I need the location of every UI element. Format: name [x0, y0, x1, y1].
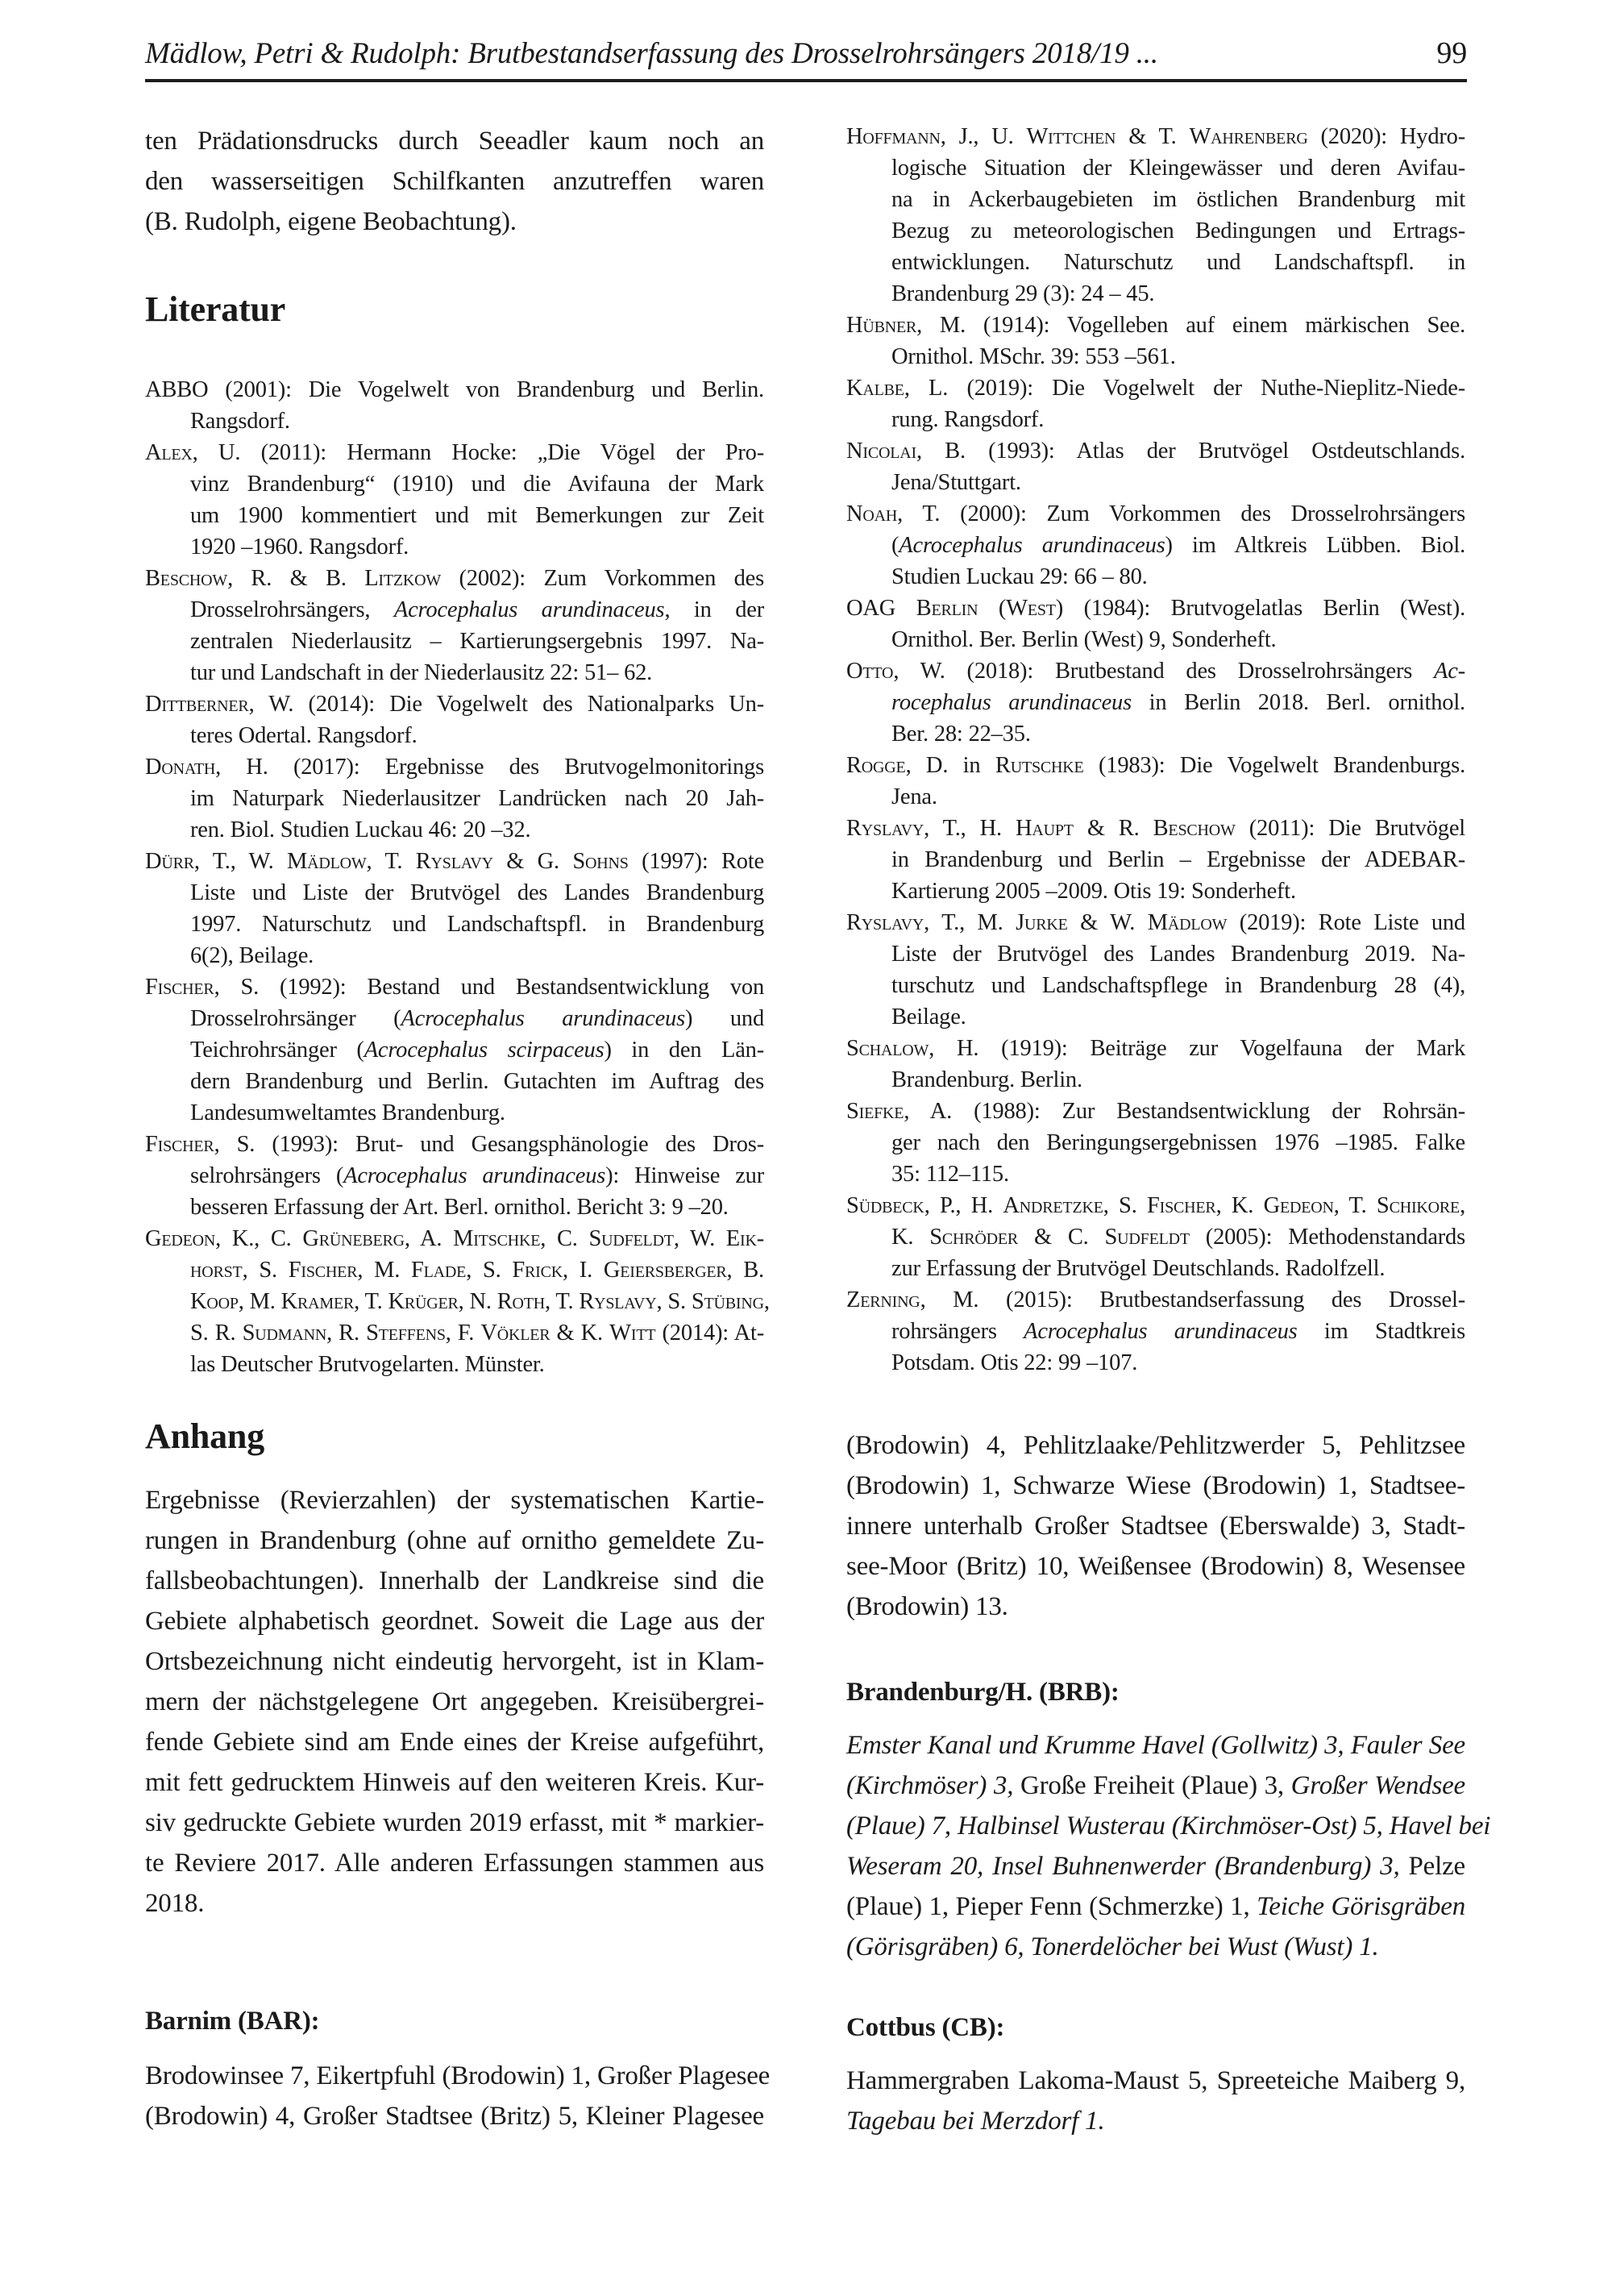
text-line: Otto, W. (2018): Brutbestand des Drosselrohrsängers Ac-: [846, 659, 1465, 684]
reference-entry: [846, 655, 1465, 750]
text-line: (Brodowin) 1, Schwarze Wiese (Brodowin) 1, Stadtsee-: [846, 1471, 1465, 1500]
text-line: Schalow, H. (1919): Beiträge zur Vogelfauna der Mark: [846, 1036, 1465, 1061]
author-smallcaps: Nicolai: [846, 439, 916, 464]
author-smallcaps: Andretzke: [1003, 1193, 1103, 1218]
author-smallcaps: Frick: [512, 1258, 563, 1283]
right-column: [846, 121, 1491, 2141]
reference-entry: [846, 1284, 1465, 1379]
text-line: Emster Kanal und Krumme Havel (Gollwitz) 3, Fauler See: [846, 1731, 1465, 1760]
reference-entry: [145, 846, 764, 971]
reference-entry: [145, 971, 764, 1129]
literatur-heading: Literatur: [145, 289, 286, 329]
text-line: Ber. 28: 22–35.: [891, 722, 1031, 747]
reference-entry: [145, 437, 764, 563]
author-smallcaps: Roth: [496, 1289, 546, 1314]
text-line: na in Ackerbaugebieten im östlichen Brandenburg mit: [891, 187, 1465, 212]
text-line: den wasserseitigen Schilfkanten anzutreffen waren: [145, 167, 764, 196]
author-smallcaps: Beschow: [145, 566, 228, 591]
text-line: Rangsdorf.: [190, 409, 290, 434]
reference-entry: [145, 688, 764, 751]
author-smallcaps: Schröder: [929, 1225, 1019, 1250]
text-line: Gebiete alphabetisch geordnet. Soweit die Lage aus der: [145, 1607, 764, 1636]
text-line: Koop, M. Kramer, T. Krüger, N. Roth, T. Ryslavy, S. Stübing,: [190, 1289, 770, 1314]
text-line: mern der nächstgelegene Ort angegeben. Kreisübergrei-: [145, 1687, 764, 1716]
author-smallcaps: Wittchen: [1026, 124, 1116, 149]
author-smallcaps: Otto: [846, 659, 894, 684]
barnim-heading: Barnim (BAR):: [145, 2007, 320, 2036]
author-smallcaps: Sudmann: [242, 1321, 327, 1346]
author-smallcaps: Gedeon: [1263, 1193, 1334, 1218]
cottbus-heading: Cottbus (CB):: [846, 2013, 1005, 2042]
text-line: (Plaue) 1, Pieper Fenn (Schmerzke) 1, Teiche Görisgräben: [846, 1892, 1465, 1921]
text-line: Tagebau bei Merzdorf 1.: [846, 2107, 1105, 2136]
author-smallcaps: Eik: [725, 1226, 757, 1251]
text-line: ABBO (2001): Die Vogelwelt von Brandenburg und Berlin.: [145, 377, 764, 402]
text-line: Kalbe, L. (2019): Die Vogelwelt der Nuthe-Nieplitz-Niede-: [846, 376, 1465, 401]
text-line: logische Situation der Kleingewässer und deren Avifau-: [891, 156, 1465, 181]
reference-entry: [145, 751, 764, 846]
author-smallcaps: Schalow: [846, 1036, 929, 1061]
reference-entry: [145, 1129, 764, 1223]
page-number: 99: [1436, 36, 1467, 70]
text-line: Bezug zu meteorologischen Bedingungen und Ertrags-: [891, 218, 1465, 243]
brandenburg-heading: Brandenburg/H. (BRB):: [846, 1678, 1120, 1707]
author-smallcaps: Hoffmann: [846, 124, 941, 149]
text-line: Jena/Stuttgart.: [891, 470, 1021, 495]
reference-entry: [145, 1223, 770, 1380]
author-smallcaps: Fischer: [288, 1258, 358, 1283]
text-line: Siefke, A. (1988): Zur Bestandsentwicklung der Rohrsän-: [846, 1099, 1465, 1124]
text-line: teres Odertal. Rangsdorf.: [190, 723, 418, 748]
author-smallcaps: Mädlow: [1147, 910, 1228, 935]
text-line: rungen in Brandenburg (ohne auf ornitho gemeldete Zu-: [145, 1526, 764, 1555]
text-line: Brandenburg 29 (3): 24 – 45.: [891, 281, 1155, 306]
text-line: 6(2), Beilage.: [190, 943, 314, 968]
author-smallcaps: West: [1006, 596, 1056, 621]
text-line: (Acrocephalus arundinaceus) im Altkreis Lübben. Biol.: [891, 533, 1465, 558]
reference-entry: [846, 907, 1465, 1033]
author-smallcaps: Litzkow: [364, 566, 442, 591]
text-line: zentralen Niederlausitz – Kartierungsergebnis 1997. Na-: [190, 629, 764, 654]
page-header: [145, 0, 1467, 71]
author-smallcaps: Südbeck: [846, 1193, 924, 1218]
text-line: Hammergraben Lakoma-Maust 5, Spreeteiche Maiberg 9,: [846, 2066, 1465, 2095]
text-line: Fischer, S. (1993): Brut- und Gesangsphänologie des Dros-: [145, 1132, 764, 1157]
text-line: Weseram 20, Insel Buhnenwerder (Brandenburg) 3, Pelze: [846, 1852, 1465, 1881]
intro-paragraph: [145, 121, 764, 242]
text-line: Jena.: [891, 784, 937, 809]
left-column: [145, 121, 771, 2141]
author-smallcaps: Wahrenberg: [1189, 124, 1308, 149]
author-smallcaps: Stübing: [691, 1289, 764, 1314]
author-smallcaps: Zerning: [846, 1287, 920, 1312]
text-line: rung. Rangsdorf.: [891, 407, 1045, 432]
text-line: rohrsängers Acrocephalus arundinaceus im Stadtkreis: [891, 1319, 1465, 1344]
author-smallcaps: Schikore: [1376, 1193, 1460, 1218]
author-smallcaps: Kalbe: [846, 376, 904, 401]
text-line: see-Moor (Britz) 10, Weißensee (Brodowin) 8, Wesensee: [846, 1552, 1465, 1581]
author-smallcaps: Beschow: [1153, 816, 1236, 841]
text-line: Zerning, M. (2015): Brutbestandserfassung des Drossel-: [846, 1287, 1465, 1312]
reference-entry: [846, 121, 1465, 310]
author-smallcaps: Jurke: [1016, 910, 1068, 935]
author-smallcaps: Haupt: [1015, 816, 1074, 841]
anhang-paragraph: [145, 1480, 764, 1924]
text-line: las Deutscher Brutvogelarten. Münster.: [190, 1352, 545, 1377]
author-smallcaps: Flade: [411, 1258, 467, 1283]
text-line: Donath, H. (2017): Ergebnisse des Brutvogelmonitorings: [145, 755, 764, 780]
text-line: Brodowinsee 7, Eikertpfuhl (Brodowin) 1, Großer Plagesee: [145, 2061, 771, 2090]
text-line: Ryslavy, T., H. Haupt & R. Beschow (2011): Die Brutvögel: [846, 816, 1466, 841]
author-smallcaps: Sohns: [572, 849, 629, 874]
text-line: Studien Luckau 29: 66 – 80.: [891, 564, 1148, 589]
author-smallcaps: horst: [190, 1258, 243, 1283]
text-line: (Plaue) 7, Halbinsel Wusterau (Kirchmöser-Ost) 5, Havel bei: [846, 1811, 1491, 1841]
text-line: Liste der Brutvögel des Landes Brandenburg 2019. Na-: [891, 942, 1465, 967]
text-line: besseren Erfassung der Art. Berl. ornithol. Bericht 3: 9 –20.: [190, 1195, 729, 1220]
text-line: Kartierung 2005 –2009. Otis 19: Sonderheft.: [891, 879, 1296, 904]
running-title: Mädlow, Petri & Rudolph: Brutbestandserfassung des Drosselrohrsängers 2018/19 ...: [145, 37, 1158, 70]
text-line: Südbeck, P., H. Andretzke, S. Fischer, K. Gedeon, T. Schikore,: [846, 1193, 1465, 1218]
text-line: Liste und Liste der Brutvögel des Landes Brandenburg: [190, 880, 764, 905]
literature-references-left: [145, 374, 770, 1380]
author-smallcaps: Alex: [145, 440, 193, 465]
author-smallcaps: Fischer: [1147, 1193, 1216, 1218]
author-smallcaps: Rutschke: [995, 753, 1084, 778]
author-smallcaps: Ryslavy: [579, 1289, 657, 1314]
references-continuation-paragraph: [846, 1425, 1465, 1627]
reference-entry: [846, 1190, 1465, 1284]
text-line: ger nach den Beringungsergebnissen 1976 –1985. Falke: [891, 1130, 1465, 1155]
author-smallcaps: Ryslavy: [415, 849, 493, 874]
text-line: Teichrohrsänger (Acrocephalus scirpaceus) in den Län-: [190, 1038, 764, 1063]
author-smallcaps: Vökler: [480, 1321, 550, 1346]
reference-entry: [846, 435, 1465, 498]
reference-entry: [846, 1033, 1465, 1096]
text-line: Drosselrohrsänger (Acrocephalus arundinaceus) und: [190, 1006, 764, 1031]
text-line: im Naturpark Niederlausitzer Landrücken nach 20 Jah-: [190, 786, 764, 811]
text-line: 1997. Naturschutz und Landschaftspfl. in Brandenburg: [190, 912, 764, 937]
text-line: Noah, T. (2000): Zum Vorkommen des Drosselrohrsängers: [846, 501, 1465, 526]
author-smallcaps: Kramer: [280, 1289, 355, 1314]
text-line: siv gedruckte Gebiete wurden 2019 erfasst, mit * markier-: [145, 1808, 764, 1837]
text-line: Beilage.: [891, 1004, 966, 1029]
text-line: Rogge, D. in Rutschke (1983): Die Vogelwelt Brandenburgs.: [846, 753, 1465, 778]
header-rule: [145, 79, 1467, 82]
cottbus-paragraph: [846, 2061, 1465, 2141]
author-smallcaps: Rogge: [846, 753, 906, 778]
text-line: mit fett gedrucktem Hinweis auf den weiteren Kreis. Kur-: [145, 1768, 764, 1797]
text-line: dern Brandenburg und Berlin. Gutachten im Auftrag des: [190, 1069, 764, 1094]
text-line: te Reviere 2017. Alle anderen Erfassungen stammen aus: [145, 1849, 764, 1878]
text-line: (Brodowin) 4, Großer Stadtsee (Britz) 5, Kleiner Plagesee: [145, 2102, 764, 2131]
barnim-paragraph: [145, 2056, 771, 2136]
reference-entry: [846, 813, 1465, 907]
text-line: turschutz und Landschaftspflege in Brandenburg 28 (4),: [891, 973, 1465, 998]
author-smallcaps: Witt: [609, 1321, 656, 1346]
author-smallcaps: Mädlow: [286, 849, 367, 874]
brandenburg-paragraph: [846, 1725, 1491, 1967]
author-smallcaps: Krüger: [388, 1289, 459, 1314]
text-line: 2018.: [145, 1889, 205, 1918]
text-line: Dürr, T., W. Mädlow, T. Ryslavy & G. Sohns (1997): Rote: [145, 849, 764, 874]
text-line: zur Erfassung der Brutvögel Deutschlands. Radolfzell.: [891, 1256, 1386, 1281]
author-smallcaps: Fischer: [145, 1132, 214, 1157]
text-line: Hübner, M. (1914): Vogelleben auf einem märkischen See.: [846, 313, 1465, 338]
text-line: Gedeon, K., C. Grüneberg, A. Mitschke, C. Sudfeldt, W. Eik-: [145, 1226, 764, 1251]
text-line: Landesumweltamtes Brandenburg.: [190, 1100, 505, 1125]
reference-entry: [846, 1096, 1465, 1190]
author-smallcaps: Berlin: [916, 596, 978, 621]
text-line: Alex, U. (2011): Hermann Hocke: „Die Vögel der Pro-: [145, 440, 764, 465]
text-line: 35: 112–115.: [891, 1162, 1009, 1187]
text-line: entwicklungen. Naturschutz und Landschaftspfl. in: [891, 250, 1465, 275]
text-line: selrohrsängers (Acrocephalus arundinaceus): Hinweise zur: [190, 1163, 764, 1188]
anhang-heading: Anhang: [145, 1416, 264, 1456]
author-smallcaps: Grüneberg: [302, 1226, 405, 1251]
reference-entry: [145, 374, 764, 437]
author-smallcaps: Dittberner: [145, 692, 249, 717]
text-line: fende Gebiete sind am Ende eines der Kreise aufgeführt,: [145, 1728, 764, 1757]
author-smallcaps: Geiersberger: [603, 1258, 727, 1283]
text-line: vinz Brandenburg“ (1910) und die Avifauna der Mark: [190, 472, 764, 497]
text-line: Brandenburg. Berlin.: [891, 1067, 1082, 1092]
author-smallcaps: Donath: [145, 755, 216, 780]
text-line: (Brodowin) 4, Pehlitzlaake/Pehlitzwerder 5, Pehlitzsee: [846, 1431, 1465, 1460]
literature-references-right: [846, 121, 1465, 1379]
text-line: fallsbeobachtungen). Innerhalb der Landkreise sind die: [145, 1566, 764, 1595]
text-line: Fischer, S. (1992): Bestand und Bestandsentwicklung von: [145, 975, 764, 1000]
text-line: S. R. Sudmann, R. Steffens, F. Vökler & K. Witt (2014): At-: [190, 1321, 764, 1346]
author-smallcaps: Dürr: [145, 849, 194, 874]
author-smallcaps: Gedeon: [145, 1226, 216, 1251]
text-line: tur und Landschaft in der Niederlausitz 22: 51– 62.: [190, 660, 653, 685]
text-line: Hoffmann, J., U. Wittchen & T. Wahrenberg (2020): Hydro-: [846, 124, 1465, 149]
text-line: OAG Berlin (West) (1984): Brutvogelatlas Berlin (West).: [846, 596, 1465, 621]
author-smallcaps: Fischer: [145, 975, 214, 1000]
reference-entry: [846, 750, 1465, 813]
reference-entry: [846, 372, 1465, 435]
text-line: Ortsbezeichnung nicht eindeutig hervorgeht, ist in Klam-: [145, 1647, 764, 1676]
text-line: horst, S. Fischer, M. Flade, S. Frick, I. Geiersberger, B.: [190, 1258, 764, 1283]
author-smallcaps: Noah: [846, 501, 898, 526]
two-column-layout: [145, 121, 1491, 2141]
author-smallcaps: Siefke: [846, 1099, 904, 1124]
text-line: K. Schröder & C. Sudfeldt (2005): Methodenstandards: [891, 1225, 1466, 1250]
text-line: ren. Biol. Studien Luckau 46: 20 –32.: [190, 817, 531, 842]
author-smallcaps: Steffens: [366, 1321, 446, 1346]
reference-entry: [846, 593, 1465, 655]
author-smallcaps: Koop: [190, 1289, 239, 1314]
author-smallcaps: Ryslavy: [846, 816, 924, 841]
text-line: Nicolai, B. (1993): Atlas der Brutvögel Ostdeutschlands.: [846, 439, 1465, 464]
author-smallcaps: Ryslavy: [846, 910, 924, 935]
text-line: in Brandenburg und Berlin – Ergebnisse der ADEBAR-: [891, 847, 1465, 872]
author-smallcaps: Hübner: [846, 313, 917, 338]
text-line: um 1900 kommentiert und mit Bemerkungen zur Zeit: [190, 503, 764, 528]
text-line: Ornithol. Ber. Berlin (West) 9, Sonderheft.: [891, 627, 1277, 652]
text-line: Drosselrohrsängers, Acrocephalus arundinaceus, in der: [190, 597, 764, 622]
text-line: Potsdam. Otis 22: 99 –107.: [891, 1350, 1138, 1375]
text-line: (Brodowin) 13.: [846, 1592, 1008, 1621]
text-line: 1920 –1960. Rangsdorf.: [190, 534, 409, 559]
reference-entry: [846, 498, 1465, 593]
author-smallcaps: Mitschke: [453, 1226, 541, 1251]
text-line: rocephalus arundinaceus in Berlin 2018. Berl. ornithol.: [891, 690, 1465, 715]
text-line: innere unterhalb Großer Stadtsee (Eberswalde) 3, Stadt-: [846, 1512, 1465, 1541]
text-line: Beschow, R. & B. Litzkow (2002): Zum Vorkommen des: [145, 566, 765, 591]
text-line: Ornithol. MSchr. 39: 553 –561.: [891, 344, 1176, 369]
text-line: (Kirchmöser) 3, Große Freiheit (Plaue) 3, Großer Wendsee: [846, 1771, 1465, 1800]
author-smallcaps: Sudfeldt: [588, 1226, 674, 1251]
text-line: (Görisgräben) 6, Tonerdelöcher bei Wust (Wust) 1.: [846, 1932, 1379, 1961]
text-line: Dittberner, W. (2014): Die Vogelwelt des Nationalparks Un-: [145, 692, 764, 717]
text-line: Ryslavy, T., M. Jurke & W. Mädlow (2019): Rote Liste und: [846, 910, 1465, 935]
reference-entry: [145, 563, 764, 688]
text-line: (B. Rudolph, eigene Beobachtung).: [145, 207, 517, 236]
author-smallcaps: Sudfeldt: [1104, 1225, 1190, 1250]
text-line: Ergebnisse (Revierzahlen) der systematischen Kartie-: [145, 1486, 764, 1515]
text-line: ten Prädationsdrucks durch Seeadler kaum noch an: [145, 127, 764, 156]
reference-entry: [846, 310, 1465, 372]
